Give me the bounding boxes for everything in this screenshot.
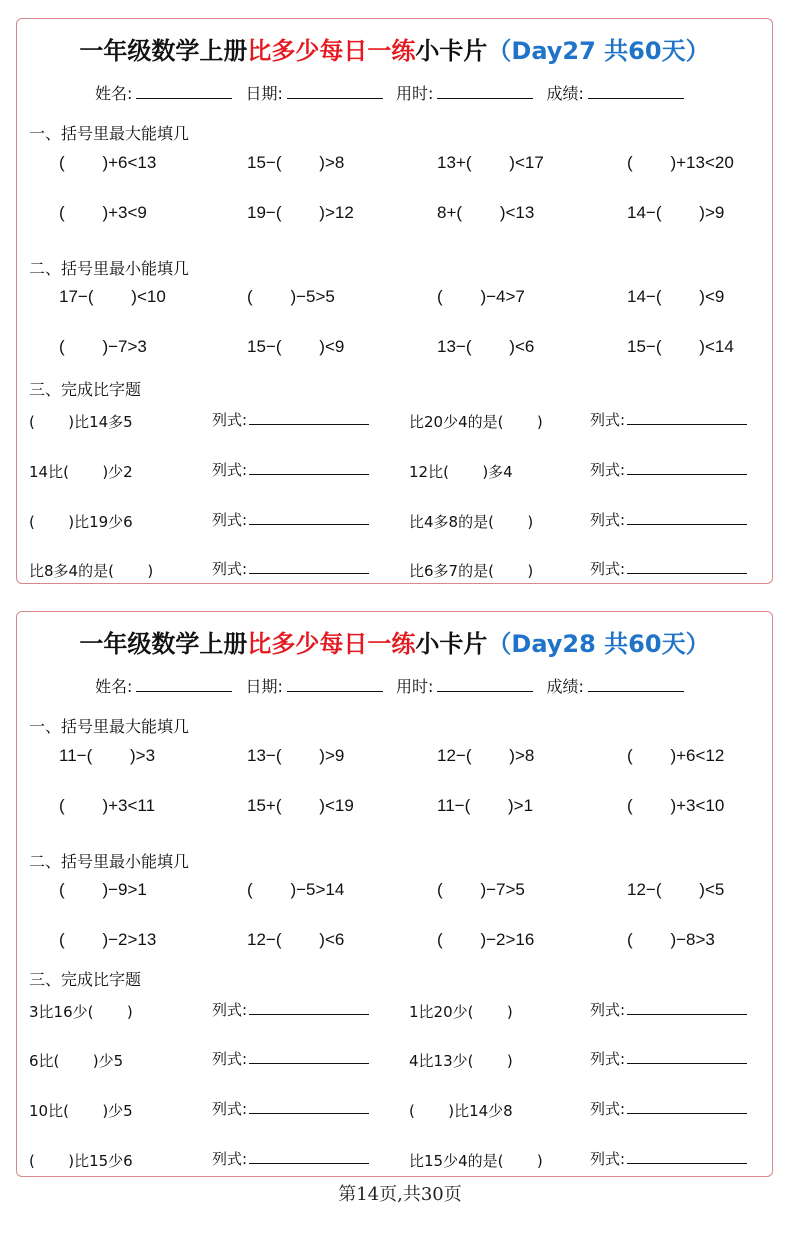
section-1-title: 一、括号里最大能填几	[29, 717, 190, 736]
formula-line[interactable]: 列式:	[590, 509, 747, 530]
formula-line[interactable]: 列式:	[590, 409, 747, 430]
time-blank[interactable]	[437, 84, 533, 99]
problem: 17−( )<10	[59, 287, 166, 306]
word-problem: 比20少4的是( )	[409, 413, 543, 431]
section-3-title: 三、完成比字题	[29, 380, 142, 399]
name-blank[interactable]	[136, 84, 232, 99]
word-problem: 4比13少( )	[409, 1052, 513, 1070]
name-label: 姓名:	[95, 677, 133, 696]
problem: 13+( )<17	[437, 153, 544, 172]
problem: 8+( )<13	[437, 203, 535, 222]
problem: 12−( )<5	[627, 880, 725, 899]
problem: ( )−5>5	[247, 287, 335, 306]
problem: 13−( )<6	[437, 337, 535, 356]
page-number: 第14页,共30页	[338, 1184, 462, 1205]
student-info-row	[95, 674, 692, 697]
date-label: 日期:	[245, 677, 283, 696]
formula-line[interactable]: 列式:	[212, 509, 369, 530]
word-problem: 比8多4的是( )	[29, 562, 154, 580]
section-3-title: 三、完成比字题	[29, 970, 142, 989]
formula-line[interactable]: 列式:	[590, 1098, 747, 1119]
score-label: 成绩:	[546, 84, 584, 103]
word-problem: 12比( )多4	[409, 463, 513, 481]
word-problem: 6比( )少5	[29, 1052, 124, 1070]
score-label: 成绩:	[546, 677, 584, 696]
formula-line[interactable]: 列式:	[212, 459, 369, 480]
problem: ( )−7>3	[59, 337, 147, 356]
problem: 15−( )>8	[247, 153, 345, 172]
word-problem: 3比16少( )	[29, 1003, 133, 1021]
problem: ( )+6<13	[59, 153, 157, 172]
problem: ( )+3<10	[627, 796, 725, 815]
problem: ( )−2>13	[59, 930, 157, 949]
date-blank[interactable]	[287, 677, 383, 692]
word-problem: ( )比19少6	[29, 513, 133, 531]
problem: 12−( )>8	[437, 746, 535, 765]
date-label: 日期:	[245, 84, 283, 103]
score-blank[interactable]	[588, 84, 684, 99]
problem: 15−( )<14	[627, 337, 734, 356]
score-blank[interactable]	[588, 677, 684, 692]
formula-line[interactable]: 列式:	[212, 558, 369, 579]
word-problem: 10比( )少5	[29, 1102, 133, 1120]
problem: 19−( )>12	[247, 203, 354, 222]
formula-line[interactable]: 列式:	[590, 1148, 747, 1169]
time-label: 用时:	[396, 84, 434, 103]
problem: ( )−9>1	[59, 880, 147, 899]
problem: 12−( )<6	[247, 930, 345, 949]
section-1-title: 一、括号里最大能填几	[29, 124, 190, 143]
practice-card-day27	[16, 18, 773, 584]
formula-line[interactable]: 列式:	[590, 1048, 747, 1069]
word-problem: ( )比15少6	[29, 1152, 133, 1170]
name-label: 姓名:	[95, 84, 133, 103]
problem: ( )−8>3	[627, 930, 715, 949]
date-blank[interactable]	[287, 84, 383, 99]
time-label: 用时:	[396, 677, 434, 696]
word-problem: 比6多7的是( )	[409, 562, 534, 580]
formula-line[interactable]: 列式:	[212, 999, 369, 1020]
word-problem: 比15少4的是( )	[409, 1152, 543, 1170]
section-2-title: 二、括号里最小能填几	[29, 259, 190, 278]
section-2-title: 二、括号里最小能填几	[29, 852, 190, 871]
name-blank[interactable]	[136, 677, 232, 692]
problem: ( )−4>7	[437, 287, 525, 306]
problem: 11−( )>1	[437, 796, 534, 815]
word-problem: ( )比14多5	[29, 413, 133, 431]
formula-line[interactable]: 列式:	[212, 1048, 369, 1069]
problem: ( )−5>14	[247, 880, 345, 899]
problem: ( )+6<12	[627, 746, 725, 765]
problem: 15−( )<9	[247, 337, 345, 356]
problem: ( )−7>5	[437, 880, 525, 899]
problem: ( )+3<11	[59, 796, 156, 815]
word-problem: ( )比14少8	[409, 1102, 513, 1120]
problem: 14−( )>9	[627, 203, 725, 222]
problem: ( )+3<9	[59, 203, 147, 222]
problem: 13−( )>9	[247, 746, 345, 765]
formula-line[interactable]: 列式:	[212, 1098, 369, 1119]
problem: ( )+13<20	[627, 153, 734, 172]
problem: 11−( )>3	[59, 746, 156, 765]
card-title: 一年级数学上册比多少每日一练小卡片（Day27 共60天）	[79, 37, 710, 65]
formula-line[interactable]: 列式:	[590, 999, 747, 1020]
card-title: 一年级数学上册比多少每日一练小卡片（Day28 共60天）	[79, 630, 710, 658]
problem: 14−( )<9	[627, 287, 725, 306]
problem: 15+( )<19	[247, 796, 354, 815]
problem: ( )−2>16	[437, 930, 535, 949]
student-info-row	[95, 81, 692, 104]
word-problem: 14比( )少2	[29, 463, 133, 481]
formula-line[interactable]: 列式:	[212, 1148, 369, 1169]
word-problem: 1比20少( )	[409, 1003, 513, 1021]
practice-card-day28	[16, 611, 773, 1177]
time-blank[interactable]	[437, 677, 533, 692]
formula-line[interactable]: 列式:	[212, 409, 369, 430]
formula-line[interactable]: 列式:	[590, 558, 747, 579]
formula-line[interactable]: 列式:	[590, 459, 747, 480]
word-problem: 比4多8的是( )	[409, 513, 534, 531]
